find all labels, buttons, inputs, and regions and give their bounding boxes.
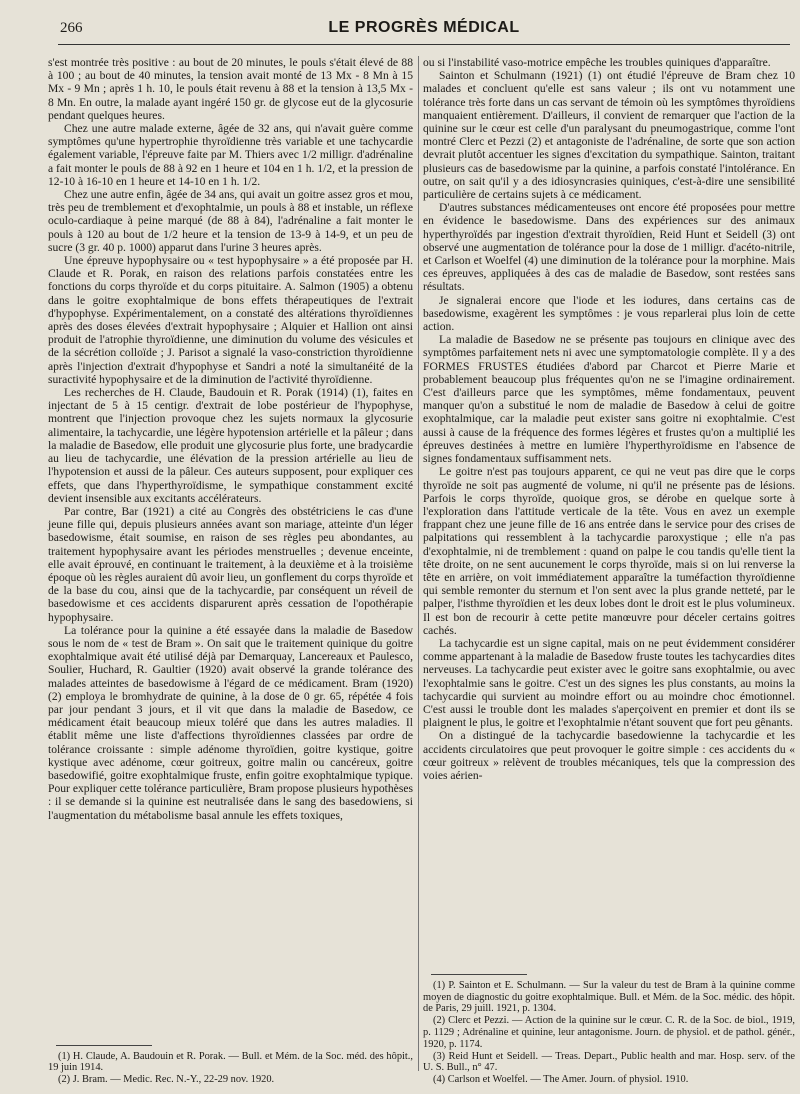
footnote: (3) Reid Hunt et Seidell. — Treas. Depart., Public health and mar. Hosp. serv. of the U. S. Bull., n° 47.	[423, 1050, 795, 1074]
paragraph: On a distingué de la tachycardie basedowienne la tachycardie et les accidents circulatoires que peut provoquer le goitre simple : ces accidents du « cœur goitreux » relèvent de troubles mécaniques, tels que la compression des voies aérien-	[423, 729, 795, 782]
journal-title: LE PROGRÈS MÉDICAL	[328, 19, 520, 36]
paragraph: Une épreuve hypophysaire ou « test hypophysaire » a été proposée par H. Claude et R. Porak, en raison des relations parfois constatées entre les fonctions du corps thyroïde et du corps pituitaire. A. Salmon (1905) a obtenu dans le goitre exophtalmique de bons effets thérapeutiques de l'extrait d'hypophyse. Expérimentalement, on a constaté des altérations thyroïdiennes après des doses élevées d'extrait hypophysaire ; Alquier et Hallion ont ainsi produit de l'atrophie thyroïdienne, une diminution du volume des vésicules et de la sécrétion colloïde ; J. Parisot a signalé la vaso-constriction thyroïdienne après l'injection d'extrait d'hypophyse et Sandri a noté la simultanéité de la suractivité hypophysaire et de la diminution de l'activité thyroïdienne.	[48, 254, 413, 386]
column-divider	[418, 56, 419, 1071]
footnote: (2) J. Bram. — Medic. Rec. N.-Y., 22-29 nov. 1920.	[58, 1074, 275, 1086]
footnote-rule	[56, 1045, 152, 1046]
paragraph: ou si l'instabilité vaso-motrice empêche les troubles quiniques d'apparaître.	[423, 56, 771, 69]
footnote: (2) Clerc et Pezzi. — Action de la quinine sur le cœur. C. R. de la Soc. de biol., 1919, p. 1129 ; Adrénaline et quinine, leur antagonisme. Journ. de physiol. et de pathol. génér., 1920, p. 1174.	[423, 1015, 795, 1050]
footnote: (4) Carlson et Woelfel. — The Amer. Journ. of physiol. 1910.	[433, 1074, 689, 1086]
page-header	[60, 18, 788, 40]
paragraph: La tolérance pour la quinine a été essayée dans la maladie de Basedow sous le nom de « test de Bram ». On sait que le traitement quinique du goitre exophtalmique avait été utilisé déjà par Demarquay, Lancereaux et Paulesco, Soulier, Huchard, R. Gaultier (1920) avait observé la grande tolérance des malades atteintes de basedowisme à l'égard de ce médicament. Bram (1920) (2) employa le bromhydrate de quinine, à la dose de 0 gr. 65, répétée 4 fois par jour pendant 3 jours, et il vit que dans la maladie de Basedow, ce médicament était beaucoup mieux toléré que dans les autres maladies. Il établit même une liste d'affections thyroïdiennes classées par ordre de tolérance croissante : simple adénome thyroïdien, goitre kystique, goitre kystique avec adénome, cœur goitreux, goitre malin ou cancéreux, goitre basedowifié, goitre exophtalmique fruste, enfin goitre exophtalmique typique. Pour expliquer cette tolérance particulière, Bram propose plusieurs hypothèses : il se demande si la quinine est neutralisée dans le sang des basedowiens, si l'augmentation du métabolisme basal annule les effets toxiques,	[48, 623, 413, 822]
footnote: (1) P. Sainton et E. Schulmann. — Sur la valeur du test de Bram à la quinine comme moyen de diagnostic du goitre exophtalmique. Bull. et Mém. de la Soc. médic. des hôpit. de Paris, 29 juill. 1921, p. 1304.	[423, 979, 795, 1015]
page-number: 266	[60, 20, 83, 36]
paragraph: Le goitre n'est pas toujours apparent, ce qui ne veut pas dire que le corps thyroïde ne soit pas augmenté de volume, ni qu'il ne présente pas de lésions. Parfois le corps thyroïde, quoique gros, se dérobe en quelque sorte à l'exploration dans l'attitude verticale de la tête. Vous en avez un exemple frappant chez une jeune fille de 16 ans entrée dans le service pour des crises de palpitations qui ressemblent à la tachycardie paroxystique ; elle n'a pas d'exophtalmie, ni de tremblement : quand on palpe le cou tandis qu'elle tient la tête droite, on ne sent aucunement le corps thyroïde, mais si on lui renverse la tête en arrière, on voit immédiatement apparaître la tuméfaction thyroïdienne qui semble remonter du sternum et l'on sent avec la plus grande netteté, par le palper, l'isthme thyroïdien et les deux lobes dont le droit est le plus volumineux. Il est bon de recourir à cette petite manœuvre pour déceler certains goitres cachés.	[423, 465, 795, 637]
paragraph: Chez une autre enfin, âgée de 34 ans, qui avait un goitre assez gros et mou, très peu de tremblement et d'exophtalmie, un pouls à 88 et instable, un réflexe oculo-cardiaque à peine marqué (de 88 à 84), l'adrénaline a fait monter le pouls à 120 au bout de 1/2 heure et la tension de 13-9 à 14-9, et un peu de sucre (3 gr. 40 p. 1000) apparut dans l'urine 3 heures après.	[48, 188, 413, 254]
paragraph: Par contre, Bar (1921) a cité au Congrès des obstétriciens le cas d'une jeune fille qui, depuis plusieurs années avant son mariage, atteinte d'un léger basedowisme, était soumise, en raison de ses règles peu abondantes, au traitement hypophysaire avant les périodes menstruelles ; devenue enceinte, elle avait éprouvé, en continuant le traitement, à la deuxième et à la troisième époque où les règles auraient dû avoir lieu, un gonflement du corps thyroïde et de la base du cou, ainsi que de la tachycardie, par conséquent un réveil de basedowisme et ces accidents disparurent après cessation de l'opothérapie hypophysaire.	[48, 504, 413, 624]
left-footnotes	[48, 1045, 413, 1086]
left-column	[48, 56, 413, 1086]
paragraph: Je signalerai encore que l'iode et les iodures, dans certains cas de basedowisme, exagèrent les symptômes : je vous reparlerai plus loin de cette action.	[423, 293, 795, 334]
header-rule	[58, 44, 790, 45]
paragraph: Les recherches de H. Claude, Baudouin et R. Porak (1914) (1), faites en injectant de 5 à 15 centigr. d'extrait de lobe postérieur de l'hypophyse, montrent que l'injection provoque chez les sujets normaux la glycosurie alimentaire, la tachycardie, une légère hypotension artérielle et la pâleur ; dans la maladie de Basedow, elle produit une glycosurie plus forte, une bradycardie au lieu de tachycardie, une élévation de la pression artérielle au lieu de l'hypotension et aussi de la pâleur. Ces auteurs supposent, pour expliquer ces effets, que dans l'hyperthyroïdisme, le sympathique constamment excité devient insensible aux excitants accélérateurs.	[48, 386, 413, 505]
footnote-rule	[431, 974, 527, 975]
paragraph: Chez une autre malade externe, âgée de 32 ans, qui n'avait guère comme symptômes qu'une hypertrophie thyroïdienne très variable et une tachycardie également variable, l'épreuve faite par M. Thiers avec 1/2 milligr. d'adrénaline a fait monter le pouls de 88 à 92 en 1 heure et 104 en 1 h. 1/2, et la pression de 12-10 à 16-10 en 1 heure et 14-10 en 1 h. 1/2.	[48, 122, 413, 188]
paragraph: s'est montrée très positive : au bout de 20 minutes, le pouls s'était élevé de 88 à 100 ; au bout de 40 minutes, la tension avait monté de 13 Mx - 8 Mn à 15 Mx - 9 Mn ; après 1 h. 10, le pouls était revenu à 88 et la tension à 13,5 Mx - 8 Mn. En outre, la malade ayant ingéré 150 gr. de glycose eut de la glycosurie pendant quelques heures.	[48, 56, 413, 122]
right-footnotes	[423, 974, 795, 1086]
paragraph: La tachycardie est un signe capital, mais on ne peut évidemment considérer comme appartenant à la maladie de Basedow fruste toutes les tachycardies dites nerveuses. La tachycardie peut exister avec le goitre sans exophtalmie, ou avec l'exophtalmie sans le goitre. C'est un des signes les plus constants, au moins la tachycardie qui survient au moindre effort ou au moindre choc émotionnel. C'est aussi le trouble dont les malades s'aperçoivent en premier et dont ils se plaignent le plus, le goitre et l'exophtalmie n'étant souvent que fort peu gênants.	[423, 636, 795, 730]
paragraph: Sainton et Schulmann (1921) (1) ont étudié l'épreuve de Bram chez 10 malades et concluent qu'elle est sans valeur ; ils ont vu notamment une tolérance très forte dans un cas servant de témoin où les symptômes thyroïdiens manquaient entièrement. D'ailleurs, il convient de remarquer que l'action de la quinine sur le cœur est celle d'un paralysant du pneumogastrique, comme l'ont montré Clerc et Pezzi (2) et antagoniste de l'adrénaline, de sorte que son action devrait plutôt accentuer les signes d'excitation du sympathique. Sainton, traitant plusieurs cas de basedowisme par la quinine, a parfois constaté l'intolérance. En outre, on sait qu'il y a des idiosyncrasies quiniques, c'est-à-dire une sensibilité particulière de certains sujets à ce médicament.	[423, 69, 795, 202]
footnote: (1) H. Claude, A. Baudouin et R. Porak. — Bull. et Mém. de la Soc. méd. des hôpit., 19 juin 1914.	[48, 1050, 413, 1074]
paragraph: La maladie de Basedow ne se présente pas toujours en clinique avec des symptômes parfaitement nets ni avec une symptomatologie complète. Il y a des FORMES FRUSTES étudiées d'abord par Charcot et Pierre Marie et probablement beaucoup plus fréquentes qu'on ne se l'imagine ordinairement. C'est d'ailleurs parce que les symptômes, même fondamentaux, peuvent manquer qu'on a substitué le nom de maladie de Basedow à celui de goitre exophtalmique, car la maladie peut exister sans goitre ni exophtalmie. C'est aussi à cause de la fréquence des formes légères et frustes qu'on a multiplié les épreuves destinées à mettre en lumière l'hyperthyroïdisme en l'absence de signes fondamentaux suffisamment nets.	[423, 333, 795, 466]
right-column	[423, 56, 795, 1086]
paragraph: D'autres substances médicamenteuses ont encore été proposées pour mettre en évidence le basedowisme. Dans des expériences sur des animaux hyperthyroïdés par ingestion d'extrait thyroïdien, Reid Hunt et Seidell (3) ont observé une augmentation de tolérance pour la dose de 1 milligr. d'acéto-nitrile, et Carlson et Woelfel (4) une diminution de la tolérance pour la morphine. Mais ces épreuves, appliquées à des cas de maladie de Basedow, sont restées sans résultats.	[423, 201, 795, 294]
